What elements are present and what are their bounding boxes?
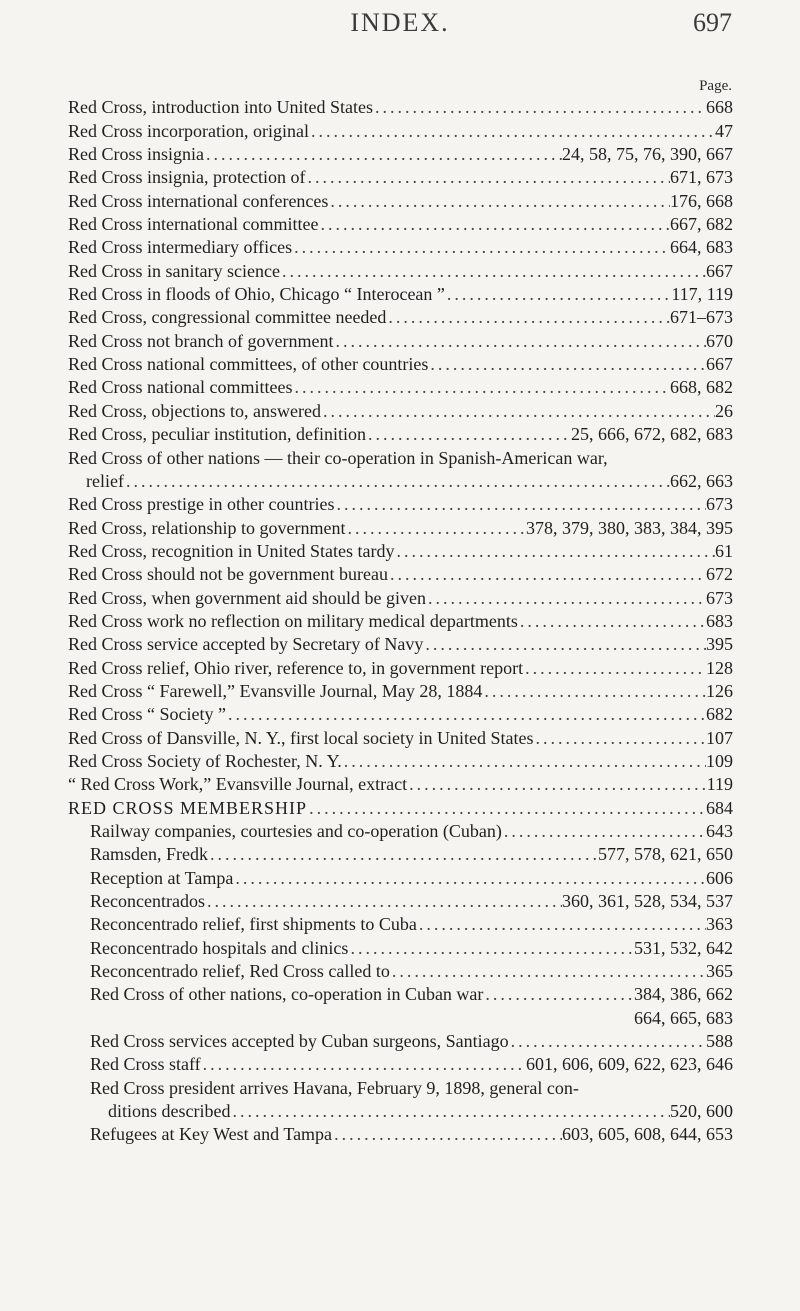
index-entry: Red Cross insignia ..... 24, 58, 75, 76, 390, 667 [68,143,733,166]
index-entry: Red Cross, relationship to government ..... 378, 379, 380, 383, 384, 395 [68,516,733,539]
index-entry: Red Cross, objections to, answered ..... 26 [68,399,733,422]
index-entry: Reception at Tampa ..... 606 [68,866,733,889]
index-entry-continuation: 664, 665, 683 [634,1007,733,1028]
index-entry-continuation: relief ..... 662, 663 [68,470,733,493]
index-entry: Reconcentrado hospitals and clinics ..... 531, 532, 642 [68,936,733,959]
page-header [0,8,800,48]
index-entry: Red Cross, recognition in United States tardy ..... 61 [68,540,733,563]
index-entry-continuation: ditions described ..... 520, 600 [68,1100,733,1123]
index-entry: Red Cross, peculiar institution, definition ..... 25, 666, 672, 682, 683 [68,423,733,446]
index-entry: Red Cross intermediary offices ..... 664, 683 [68,236,733,259]
index-entry: Red Cross, when government aid should be given ..... 673 [68,586,733,609]
index-entry: Red Cross, congressional committee needed ..... 671–673 [68,306,733,329]
index-entry: Red Cross not branch of government ..... 670 [68,329,733,352]
index-entry: Red Cross in floods of Ohio, Chicago “ Interocean ” ..... 117, 119 [68,283,733,306]
index-entry: Red Cross should not be government bureau ..... 672 [68,563,733,586]
index-entry: Ramsden, Fredk ..... 577, 578, 621, 650 [68,843,733,866]
index-entry: Red Cross in sanitary science ..... 667 [68,259,733,282]
index-entry: “ Red Cross Work,” Evansville Journal, extract ..... 119 [68,773,733,796]
index-entry: Red Cross relief, Ohio river, reference to, in government report ..... 128 [68,656,733,679]
index-entry: Red Cross Society of Rochester, N. Y. ..... 109 [68,750,733,773]
index-entry: Red Cross, introduction into United States ..... 668 [68,96,733,119]
index-entry: Red Cross service accepted by Secretary of Navy ..... 395 [68,633,733,656]
index-entry: Red Cross insignia, protection of ..... 671, 673 [68,166,733,189]
index-entry: Reconcentrado relief, first shipments to Cuba ..... 363 [68,913,733,936]
index-entry: Red Cross national committees ..... 668, 682 [68,376,733,399]
index-entry: Red Cross services accepted by Cuban surgeons, Santiago ..... 588 [68,1030,733,1053]
index-entry: Red Cross “ Farewell,” Evansville Journal, May 28, 1884 ..... 126 [68,680,733,703]
page-title: INDEX. [350,8,450,37]
index-entry: Red Cross “ Society ” ..... 682 [68,703,733,726]
index-entry: Red Cross of other nations — their co-operation in Spanish-American war, [68,447,608,468]
index-heading-entry: RED CROSS MEMBERSHIP ..... 684 [68,796,733,819]
index-entry: Railway companies, courtesies and co-operation (Cuban) ..... 643 [68,820,733,843]
index-entry: Red Cross incorporation, original ..... 47 [68,119,733,142]
index-entry: Red Cross international committee ..... 667, 682 [68,213,733,236]
index-entry: Red Cross work no reflection on military medical departments ..... 683 [68,610,733,633]
index-entry: Red Cross of other nations, co-operation in Cuban war ..... 384, 386, 662 [68,983,733,1006]
page-number: 697 [693,8,732,37]
index-entry: Red Cross international conferences ..... 176, 668 [68,189,733,212]
index-entry: Refugees at Key West and Tampa ..... 603, 605, 608, 644, 653 [68,1123,733,1146]
index-entry: Reconcentrados ..... 360, 361, 528, 534, 537 [68,890,733,913]
index-entry: Red Cross president arrives Havana, February 9, 1898, general con- [90,1077,579,1098]
index-entry: Red Cross staff ..... 601, 606, 609, 622, 623, 646 [68,1053,733,1076]
index-entry: Red Cross national committees, of other countries ..... 667 [68,353,733,376]
page-column-label: Page. [699,78,732,94]
index-entry: Red Cross of Dansville, N. Y., first local society in United States ..... 107 [68,726,733,749]
index-entry: Reconcentrado relief, Red Cross called to ..... 365 [68,960,733,983]
index-entry: Red Cross prestige in other countries ..... 673 [68,493,733,516]
index-entries [68,96,733,1146]
